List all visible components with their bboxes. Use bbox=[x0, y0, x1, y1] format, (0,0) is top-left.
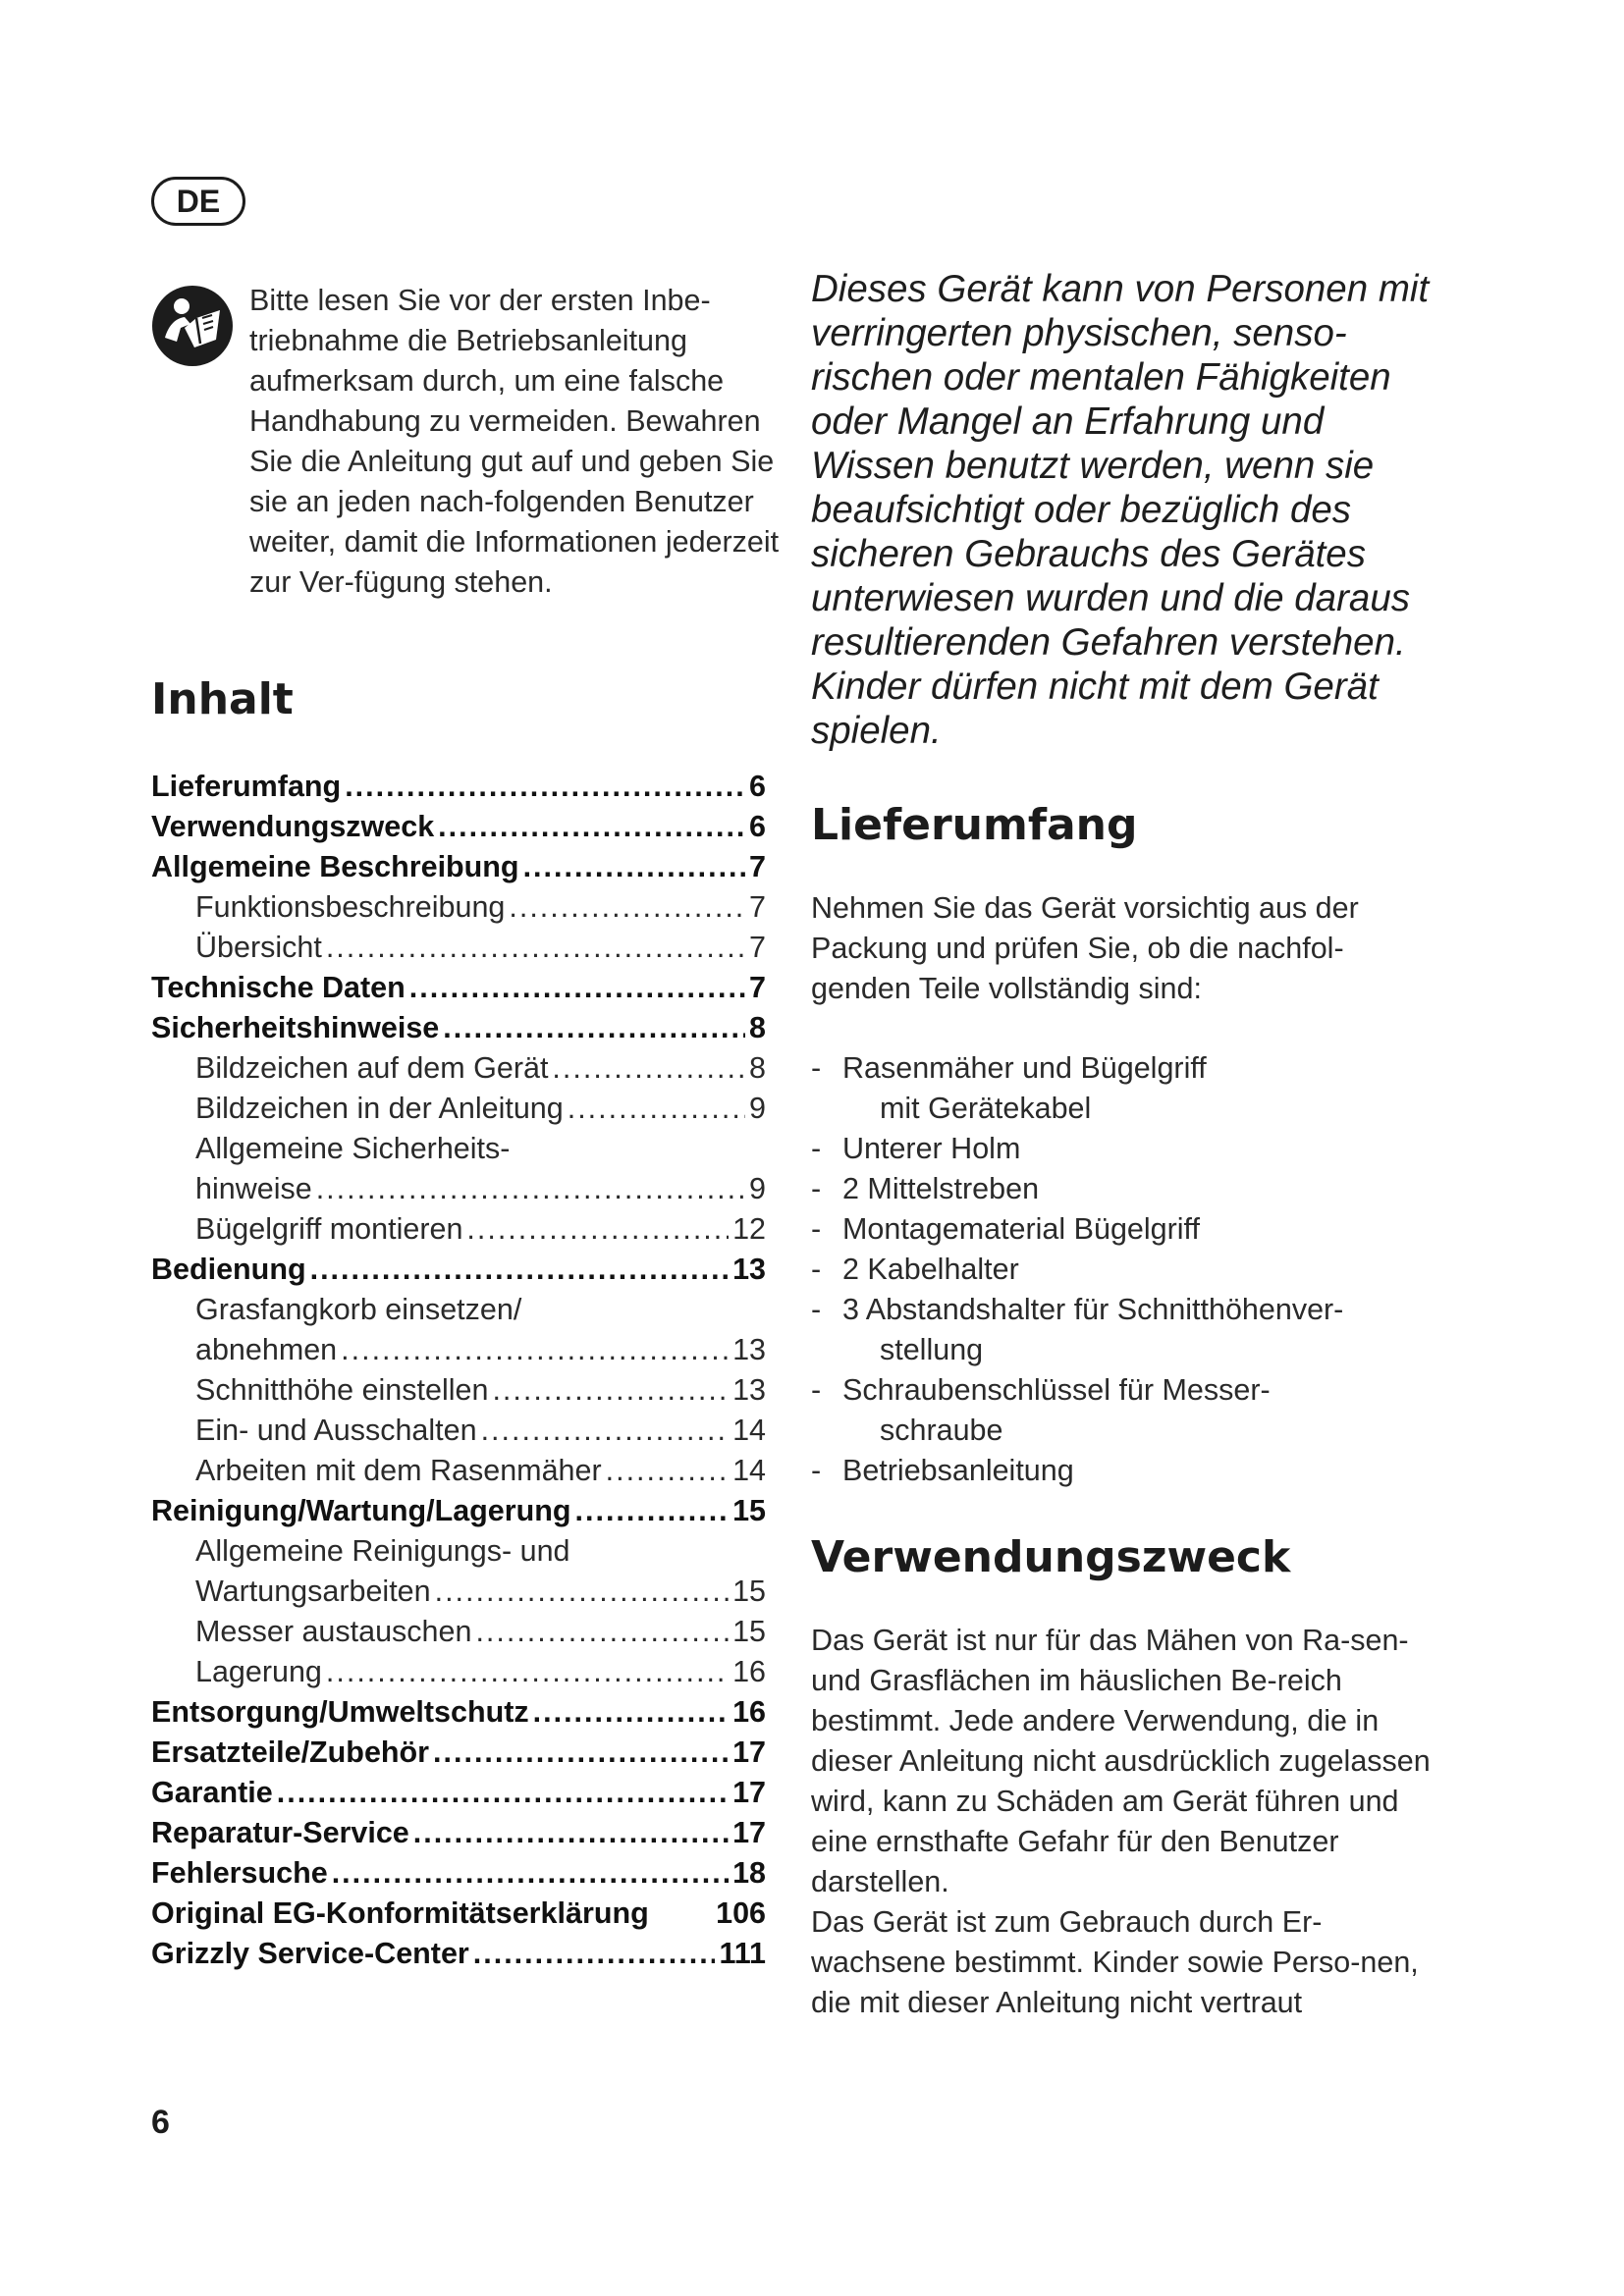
toc-entry-page: 8 bbox=[749, 1051, 766, 1085]
toc-entry-title: Schnitthöhe einstellen bbox=[195, 1373, 489, 1407]
toc-entry-title: Lagerung bbox=[195, 1655, 322, 1688]
toc-entry[interactable] bbox=[151, 928, 766, 968]
toc-entry[interactable] bbox=[151, 767, 766, 807]
toc-entry[interactable] bbox=[151, 1008, 766, 1048]
toc-entry-title: Arbeiten mit dem Rasenmäher bbox=[195, 1454, 602, 1487]
toc-entry[interactable] bbox=[151, 1894, 766, 1934]
list-item: - Montagematerial Bügelgriff bbox=[811, 1212, 1200, 1246]
toc-entry-page: 6 bbox=[749, 770, 766, 803]
toc-entry[interactable] bbox=[151, 887, 766, 928]
list-item: - Rasenmäher und Bügelgriff mit Gerätekabel bbox=[811, 1051, 1207, 1125]
toc-entry[interactable] bbox=[151, 1330, 766, 1370]
toc-entry[interactable] bbox=[151, 1572, 766, 1612]
toc-entry[interactable] bbox=[151, 807, 766, 847]
toc-entry[interactable] bbox=[151, 1934, 766, 1974]
scope-of-delivery-heading: Lieferumfang bbox=[811, 800, 1138, 850]
toc-entry-title: Bildzeichen in der Anleitung bbox=[195, 1092, 564, 1125]
toc-entry[interactable] bbox=[151, 1491, 766, 1531]
table-of-contents bbox=[151, 767, 766, 1974]
intended-use-paragraph: Das Gerät ist nur für das Mähen von Ra-sen- und Grasflächen im häuslichen Be-reich bestimmt. Jede andere Verwendung, die in dieser Anleitung nicht ausdrücklich zugelassen wird, kann zu Schäden am Gerät führen und eine ernsthafte Gefahr für den Benutzer darstellen. bbox=[811, 1624, 1431, 1898]
toc-entry-title: Ein- und Ausschalten bbox=[195, 1414, 477, 1447]
toc-entry-title: Verwendungszweck bbox=[151, 810, 435, 843]
page-number: 6 bbox=[151, 2104, 170, 2141]
toc-entry-page: 111 bbox=[719, 1937, 766, 1970]
toc-entry-page: 6 bbox=[749, 810, 766, 843]
toc-entry-page: 7 bbox=[749, 890, 766, 924]
toc-entry-page: 13 bbox=[732, 1373, 766, 1407]
toc-entry-title: Funktionsbeschreibung bbox=[195, 890, 506, 924]
toc-entry-page: 106 bbox=[716, 1896, 766, 1930]
intended-use-heading: Verwendungszweck bbox=[811, 1532, 1291, 1582]
list-item: - Unterer Holm bbox=[811, 1132, 1021, 1165]
toc-entry[interactable] bbox=[151, 847, 766, 887]
list-item: - 2 Kabelhalter bbox=[811, 1253, 1019, 1286]
toc-entry-title: Grizzly Service-Center bbox=[151, 1937, 469, 1970]
toc-entry-page: 9 bbox=[749, 1092, 766, 1125]
list-item: - Schraubenschlüssel für Messer- schraube bbox=[811, 1373, 1271, 1447]
toc-entry[interactable] bbox=[151, 1169, 766, 1209]
toc-entry-page: 15 bbox=[732, 1615, 766, 1648]
list-item: - 3 Abstandshalter für Schnitthöhenver- stellung bbox=[811, 1293, 1344, 1366]
toc-entry-title: Fehlersuche bbox=[151, 1856, 328, 1890]
toc-entry-page: 13 bbox=[732, 1253, 766, 1286]
toc-entry-title: Entsorgung/Umweltschutz bbox=[151, 1695, 529, 1729]
toc-entry-page: 7 bbox=[749, 850, 766, 883]
toc-entry[interactable] bbox=[151, 1290, 766, 1330]
toc-entry-page: 16 bbox=[732, 1695, 766, 1729]
contents-heading: Inhalt bbox=[151, 674, 294, 724]
toc-entry[interactable] bbox=[151, 1813, 766, 1853]
toc-entry[interactable] bbox=[151, 1411, 766, 1451]
scope-of-delivery-intro: Nehmen Sie das Gerät vorsichtig aus der Packung und prüfen Sie, ob die nachfol-genden Teile vollständig sind: bbox=[811, 891, 1359, 1005]
toc-entry-title: Technische Daten bbox=[151, 971, 406, 1004]
toc-entry-title: Allgemeine Sicherheits- bbox=[195, 1132, 511, 1165]
toc-entry-page: 18 bbox=[732, 1856, 766, 1890]
toc-entry-title: Übersicht bbox=[195, 931, 322, 964]
toc-entry-page: 17 bbox=[732, 1816, 766, 1849]
toc-entry[interactable] bbox=[151, 1773, 766, 1813]
toc-entry[interactable] bbox=[151, 1129, 766, 1169]
intended-use-paragraph: Das Gerät ist zum Gebrauch durch Er-wachsene bestimmt. Kinder sowie Perso-nen, die mit dieser Anleitung nicht vertraut bbox=[811, 1905, 1419, 2019]
toc-entry-title: Reinigung/Wartung/Lagerung bbox=[151, 1494, 571, 1527]
toc-entry[interactable] bbox=[151, 1692, 766, 1733]
toc-entry-page: 17 bbox=[732, 1776, 766, 1809]
toc-entry[interactable] bbox=[151, 1612, 766, 1652]
intro-text: Bitte lesen Sie vor der ersten Inbe-triebnahme die Betriebsanleitung aufmerksam durch, um eine falsche Handhabung zu vermeiden. Bewahren Sie die Anleitung gut auf und geben Sie sie an jeden nach-folgenden Benutzer weiter, damit die Informationen jederzeit zur Ver-fügung stehen. bbox=[249, 284, 780, 599]
toc-entry-title: Allgemeine Beschreibung bbox=[151, 850, 519, 883]
right-column bbox=[811, 267, 1439, 2023]
toc-entry-title: abnehmen bbox=[195, 1333, 338, 1366]
toc-entry[interactable] bbox=[151, 1250, 766, 1290]
toc-entry-title: Original EG-Konformitätserklärung bbox=[151, 1896, 649, 1930]
language-badge: DE bbox=[151, 177, 245, 226]
toc-entry[interactable] bbox=[151, 1652, 766, 1692]
toc-entry-title: Allgemeine Reinigungs- und bbox=[195, 1534, 570, 1568]
toc-entry-page: 9 bbox=[749, 1172, 766, 1205]
safety-notice: Dieses Gerät kann von Personen mit verringerten physischen, senso-rischen oder mentalen Fähigkeiten oder Mangel an Erfahrung und Wissen benutzt werden, wenn sie beaufsichtigt oder bezüglich des sicheren Gebrauchs des Gerätes unterwiesen wurden und die daraus resultierenden Gefahren verstehen. Kinder dürfen nicht mit dem Gerät spielen. bbox=[811, 268, 1430, 752]
toc-entry-title: Sicherheitshinweise bbox=[151, 1011, 440, 1044]
toc-entry-page: 15 bbox=[732, 1575, 766, 1608]
delivery-item-list bbox=[811, 1048, 1439, 1491]
toc-entry-page: 16 bbox=[732, 1655, 766, 1688]
toc-entry-title: Lieferumfang bbox=[151, 770, 342, 803]
toc-entry-title: Ersatzteile/Zubehör bbox=[151, 1735, 430, 1769]
toc-entry[interactable] bbox=[151, 1531, 766, 1572]
toc-entry-title: Reparatur-Service bbox=[151, 1816, 409, 1849]
toc-entry[interactable] bbox=[151, 1370, 766, 1411]
toc-entry-title: Bügelgriff montieren bbox=[195, 1212, 463, 1246]
list-item: - Betriebsanleitung bbox=[811, 1454, 1074, 1487]
toc-entry[interactable] bbox=[151, 1089, 766, 1129]
toc-entry-page: 8 bbox=[749, 1011, 766, 1044]
toc-entry[interactable] bbox=[151, 1733, 766, 1773]
list-item: - 2 Mittelstreben bbox=[811, 1172, 1040, 1205]
toc-entry-title: Messer austauschen bbox=[195, 1615, 472, 1648]
toc-entry-title: Bildzeichen auf dem Gerät bbox=[195, 1051, 549, 1085]
toc-entry-page: 14 bbox=[732, 1414, 766, 1447]
toc-entry[interactable] bbox=[151, 1209, 766, 1250]
toc-entry-title: hinweise bbox=[195, 1172, 312, 1205]
toc-entry-title: Grasfangkorb einsetzen/ bbox=[195, 1293, 522, 1326]
toc-entry-page: 15 bbox=[732, 1494, 766, 1527]
toc-entry-title: Bedienung bbox=[151, 1253, 306, 1286]
toc-entry-title: Garantie bbox=[151, 1776, 273, 1809]
toc-entry[interactable] bbox=[151, 1451, 766, 1491]
toc-entry-page: 14 bbox=[732, 1454, 766, 1487]
toc-entry-page: 12 bbox=[732, 1212, 766, 1246]
toc-entry[interactable] bbox=[151, 968, 766, 1008]
toc-entry-title: Wartungsarbeiten bbox=[195, 1575, 431, 1608]
read-manual-icon bbox=[151, 285, 234, 367]
toc-entry[interactable] bbox=[151, 1853, 766, 1894]
toc-entry-page: 13 bbox=[732, 1333, 766, 1366]
toc-entry-page: 7 bbox=[749, 931, 766, 964]
toc-entry[interactable] bbox=[151, 1048, 766, 1089]
toc-entry-page: 17 bbox=[732, 1735, 766, 1769]
toc-entry-page: 7 bbox=[749, 971, 766, 1004]
